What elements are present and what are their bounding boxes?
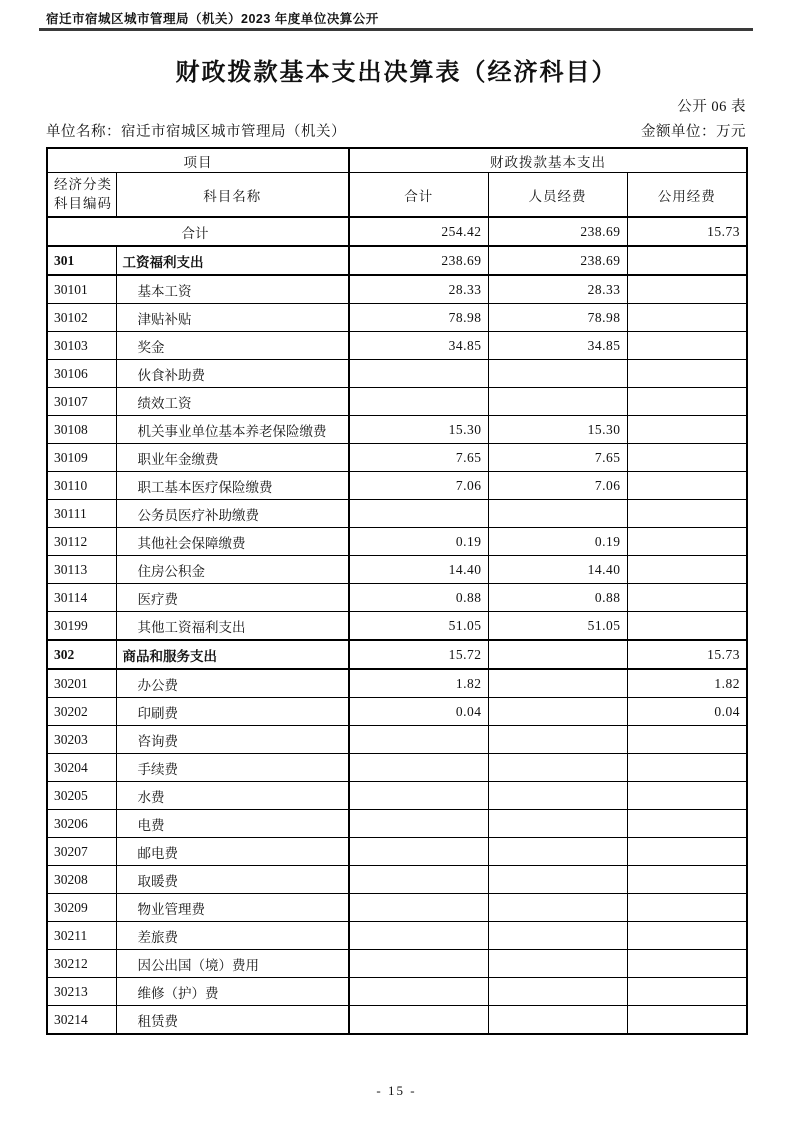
- table-row: [47, 754, 747, 782]
- cell-subject-code: 30206: [47, 810, 116, 838]
- cell-personnel: 34.85: [488, 332, 627, 360]
- cell-public: [627, 782, 747, 810]
- cell-subject-code: 30101: [47, 275, 116, 304]
- header-subject-name-column: 科目名称: [116, 173, 349, 218]
- cell-total: 254.42: [349, 217, 488, 246]
- cell-subject-name: 商品和服务支出: [116, 640, 349, 669]
- table-row: [47, 360, 747, 388]
- cell-subject-name: 住房公积金: [116, 556, 349, 584]
- cell-public: [627, 922, 747, 950]
- table-row: [47, 612, 747, 641]
- cell-total: [349, 782, 488, 810]
- table-row: [47, 1006, 747, 1035]
- cell-subject-name: 公务员医疗补助缴费: [116, 500, 349, 528]
- cell-total: [349, 500, 488, 528]
- table-row: [47, 838, 747, 866]
- table-row: [47, 584, 747, 612]
- table-row: [47, 782, 747, 810]
- cell-subject-name: 咨询费: [116, 726, 349, 754]
- cell-subject-code: 30110: [47, 472, 116, 500]
- cell-subject-name: 手续费: [116, 754, 349, 782]
- cell-public: 0.04: [627, 698, 747, 726]
- cell-subject-code: 30214: [47, 1006, 116, 1035]
- cell-subject-code: 30111: [47, 500, 116, 528]
- cell-total: [349, 894, 488, 922]
- cell-public: [627, 304, 747, 332]
- table-row: [47, 472, 747, 500]
- cell-public: [627, 726, 747, 754]
- cell-subject-name: 租赁费: [116, 1006, 349, 1035]
- cell-subject-name: 奖金: [116, 332, 349, 360]
- document-header-note: 宿迁市宿城区城市管理局（机关）2023 年度单位决算公开: [46, 12, 379, 26]
- cell-subject-code: 30106: [47, 360, 116, 388]
- table-row: [47, 866, 747, 894]
- cell-personnel: 14.40: [488, 556, 627, 584]
- table-row: [47, 444, 747, 472]
- cell-subject-code: 30109: [47, 444, 116, 472]
- cell-subject-code: 30205: [47, 782, 116, 810]
- cell-total: [349, 838, 488, 866]
- cell-public: [627, 444, 747, 472]
- table-row: [47, 217, 747, 246]
- cell-public: [627, 754, 747, 782]
- cell-personnel: 78.98: [488, 304, 627, 332]
- cell-total: 15.72: [349, 640, 488, 669]
- cell-personnel: 238.69: [488, 246, 627, 275]
- table-row: [47, 640, 747, 669]
- table-row: [47, 500, 747, 528]
- cell-total: 14.40: [349, 556, 488, 584]
- cell-subject-code: 30202: [47, 698, 116, 726]
- cell-subject-name: 维修（护）费: [116, 978, 349, 1006]
- cell-personnel: [488, 669, 627, 698]
- cell-personnel: [488, 754, 627, 782]
- table-row: [47, 304, 747, 332]
- cell-total: [349, 810, 488, 838]
- cell-public: [627, 416, 747, 444]
- cell-subject-code: 30203: [47, 726, 116, 754]
- cell-public: [627, 978, 747, 1006]
- cell-public: [627, 500, 747, 528]
- cell-total: 28.33: [349, 275, 488, 304]
- cell-subject-name: 基本工资: [116, 275, 349, 304]
- table-row: [47, 332, 747, 360]
- cell-total: [349, 922, 488, 950]
- cell-total: 1.82: [349, 669, 488, 698]
- cell-total: 15.30: [349, 416, 488, 444]
- cell-total: 78.98: [349, 304, 488, 332]
- header-divider: [39, 28, 753, 31]
- cell-personnel: 0.19: [488, 528, 627, 556]
- cell-subject-code: 30208: [47, 866, 116, 894]
- cell-subject-name: 津贴补贴: [116, 304, 349, 332]
- table-row: [47, 698, 747, 726]
- cell-personnel: [488, 922, 627, 950]
- cell-personnel: 28.33: [488, 275, 627, 304]
- cell-subject-code: 30211: [47, 922, 116, 950]
- cell-public: [627, 894, 747, 922]
- cell-personnel: 51.05: [488, 612, 627, 641]
- table-row: [47, 388, 747, 416]
- cell-subject-code: 30213: [47, 978, 116, 1006]
- cell-public: 1.82: [627, 669, 747, 698]
- cell-subject-name: 工资福利支出: [116, 246, 349, 275]
- cell-personnel: 7.65: [488, 444, 627, 472]
- cell-total: 7.06: [349, 472, 488, 500]
- header-project-group: 项目: [47, 148, 349, 173]
- table-row: [47, 922, 747, 950]
- table-row: [47, 528, 747, 556]
- cell-personnel: [488, 950, 627, 978]
- cell-subject-code: 30103: [47, 332, 116, 360]
- cell-total: 0.19: [349, 528, 488, 556]
- unit-name-label: 单位名称：宿迁市宿城区城市管理局（机关）: [46, 124, 346, 140]
- cell-subject-name: 物业管理费: [116, 894, 349, 922]
- cell-subject-name: 水费: [116, 782, 349, 810]
- cell-total: 34.85: [349, 332, 488, 360]
- table-row: [47, 894, 747, 922]
- cell-subject-name: 伙食补助费: [116, 360, 349, 388]
- budget-table: [46, 147, 748, 1035]
- cell-subject-name: 电费: [116, 810, 349, 838]
- table-row: [47, 950, 747, 978]
- cell-personnel: 0.88: [488, 584, 627, 612]
- cell-subject-code: 30207: [47, 838, 116, 866]
- table-row: [47, 810, 747, 838]
- cell-total: 7.65: [349, 444, 488, 472]
- table-row: [47, 556, 747, 584]
- meta-row: [46, 120, 746, 141]
- cell-subject-name: 其他社会保障缴费: [116, 528, 349, 556]
- cell-personnel: [488, 726, 627, 754]
- header-code-line1: 经济分类: [54, 177, 112, 193]
- cell-subject-code: 30209: [47, 894, 116, 922]
- cell-personnel: [488, 838, 627, 866]
- cell-personnel: 7.06: [488, 472, 627, 500]
- cell-subject-name: 办公费: [116, 669, 349, 698]
- cell-total: [349, 726, 488, 754]
- cell-subject-name: 取暖费: [116, 866, 349, 894]
- cell-personnel: [488, 500, 627, 528]
- cell-public: [627, 472, 747, 500]
- cell-subject-code: 30201: [47, 669, 116, 698]
- cell-personnel: 238.69: [488, 217, 627, 246]
- cell-subject-code: 301: [47, 246, 116, 275]
- cell-subject-name: 医疗费: [116, 584, 349, 612]
- cell-total: 0.04: [349, 698, 488, 726]
- cell-subject-name: 绩效工资: [116, 388, 349, 416]
- cell-public: [627, 246, 747, 275]
- cell-total: [349, 866, 488, 894]
- cell-total: [349, 388, 488, 416]
- table-row: [47, 275, 747, 304]
- cell-subject-code: 30114: [47, 584, 116, 612]
- cell-subject-name: 合计: [47, 217, 349, 246]
- cell-subject-name: 职工基本医疗保险缴费: [116, 472, 349, 500]
- cell-personnel: [488, 894, 627, 922]
- cell-public: [627, 584, 747, 612]
- header-columns-row: [47, 173, 747, 218]
- page-number: - 15 -: [376, 1083, 417, 1098]
- cell-total: [349, 978, 488, 1006]
- page-title: 财政拨款基本支出决算表（经济科目）: [175, 59, 618, 86]
- cell-subject-name: 印刷费: [116, 698, 349, 726]
- cell-subject-name: 其他工资福利支出: [116, 612, 349, 641]
- cell-total: [349, 1006, 488, 1035]
- cell-subject-code: 30113: [47, 556, 116, 584]
- cell-public: [627, 275, 747, 304]
- cell-total: 0.88: [349, 584, 488, 612]
- table-body: [47, 217, 747, 1034]
- table-header: [47, 148, 747, 217]
- cell-public: [627, 950, 747, 978]
- cell-personnel: 15.30: [488, 416, 627, 444]
- cell-subject-code: 30112: [47, 528, 116, 556]
- cell-subject-code: 30108: [47, 416, 116, 444]
- table-row: [47, 978, 747, 1006]
- cell-subject-code: 302: [47, 640, 116, 669]
- cell-public: 15.73: [627, 217, 747, 246]
- cell-public: [627, 866, 747, 894]
- header-total-column: 合计: [349, 173, 488, 218]
- cell-public: [627, 332, 747, 360]
- table-code-label: 公开 06 表: [677, 99, 746, 115]
- cell-subject-name: 邮电费: [116, 838, 349, 866]
- cell-public: [627, 838, 747, 866]
- header-group-row: [47, 148, 747, 173]
- table-row: [47, 669, 747, 698]
- cell-personnel: [488, 978, 627, 1006]
- cell-public: [627, 1006, 747, 1035]
- cell-total: [349, 360, 488, 388]
- cell-personnel: [488, 360, 627, 388]
- cell-personnel: [488, 810, 627, 838]
- cell-subject-code: 30107: [47, 388, 116, 416]
- header-code-line2: 科目编码: [54, 195, 112, 211]
- header-personnel-column: 人员经费: [488, 173, 627, 218]
- cell-public: 15.73: [627, 640, 747, 669]
- cell-personnel: [488, 388, 627, 416]
- cell-subject-name: 机关事业单位基本养老保险缴费: [116, 416, 349, 444]
- amount-unit-label: 金额单位：万元: [641, 124, 746, 140]
- cell-personnel: [488, 1006, 627, 1035]
- cell-subject-code: 30212: [47, 950, 116, 978]
- cell-public: [627, 360, 747, 388]
- cell-total: [349, 950, 488, 978]
- cell-subject-name: 职业年金缴费: [116, 444, 349, 472]
- cell-personnel: [488, 640, 627, 669]
- cell-public: [627, 810, 747, 838]
- cell-total: 238.69: [349, 246, 488, 275]
- table-row: [47, 416, 747, 444]
- header-public-column: 公用经费: [627, 173, 747, 218]
- cell-public: [627, 612, 747, 641]
- cell-subject-code: 30102: [47, 304, 116, 332]
- cell-public: [627, 556, 747, 584]
- cell-public: [627, 388, 747, 416]
- cell-subject-code: 30199: [47, 612, 116, 641]
- cell-personnel: [488, 866, 627, 894]
- header-fiscal-group: 财政拨款基本支出: [349, 148, 747, 173]
- cell-subject-name: 差旅费: [116, 922, 349, 950]
- cell-subject-name: 因公出国（境）费用: [116, 950, 349, 978]
- cell-subject-code: 30204: [47, 754, 116, 782]
- cell-personnel: [488, 782, 627, 810]
- cell-personnel: [488, 698, 627, 726]
- table-row: [47, 246, 747, 275]
- cell-total: 51.05: [349, 612, 488, 641]
- cell-public: [627, 528, 747, 556]
- table-row: [47, 726, 747, 754]
- header-code-column: [47, 173, 116, 218]
- cell-total: [349, 754, 488, 782]
